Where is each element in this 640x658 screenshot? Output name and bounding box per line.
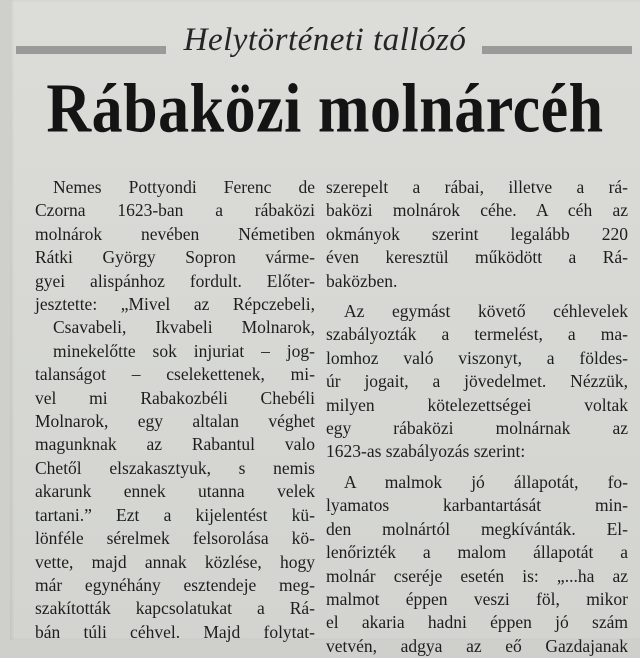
section-header xyxy=(10,12,640,58)
header-rule-right xyxy=(482,46,632,54)
text-line: szabályozták a termelést, a ma- xyxy=(326,324,628,345)
text-line: malmot éppen veszi föl, mikor xyxy=(326,588,628,609)
text-line: den molnártól megkívánták. El- xyxy=(326,518,628,539)
text-line: molnárok nevében Németiben xyxy=(35,223,315,244)
text-line: lomhoz való viszonyt, a földes- xyxy=(326,347,628,368)
text-line: Czorna 1623-ban a rábaközi xyxy=(35,200,315,221)
text-line: minekelőtte sok injuriat – jog- xyxy=(53,340,315,361)
text-line: lyamatos karbantartását min- xyxy=(326,495,628,516)
text-line: már egynéhány esztendeje meg- xyxy=(35,574,315,595)
article-headline: Rábaközi molnárcéh xyxy=(46,71,604,148)
text-line: úr jogait, a jövedelmet. Nézzük, xyxy=(326,371,628,392)
text-line: vel mi Rabakozbéli Chebéli xyxy=(35,387,315,408)
text-line: Rátki György Sopron várme- xyxy=(35,247,315,268)
text-line: éven keresztül működött a Rá- xyxy=(326,247,628,268)
text-line: okmányok szerint legalább 220 xyxy=(326,223,628,244)
text-line: el akaria hadni éppen jó szám xyxy=(326,612,628,633)
text-line: magunknak az Rabantul valo xyxy=(35,434,315,455)
text-line: lenőrizték a malom állapotát a xyxy=(326,542,628,563)
text-line: akarunk ennek utanna velek xyxy=(35,481,315,502)
article-column-left xyxy=(35,176,315,644)
text-line: baközben. xyxy=(326,270,398,291)
newspaper-clipping xyxy=(10,0,640,656)
text-line: molnár cseréje esetén is: „...ha az xyxy=(326,565,628,586)
text-line: tartani.” Ezt a kijelentést kü- xyxy=(35,504,315,525)
text-line: Az egymást követő céhlevelek xyxy=(344,301,628,322)
text-line: Chetől elszakasztyuk, s nemis xyxy=(35,457,315,478)
text-line: gyei alispánhoz fordult. Előter- xyxy=(35,270,315,291)
text-line: jesztette: „Mivel az Répczebeli, xyxy=(35,294,315,315)
text-line: egy rábaközi molnárnak az xyxy=(326,418,628,439)
text-line: bán túli céhvel. Majd folytat- xyxy=(35,621,315,642)
text-line: szakították kapcsolatukat a Rá- xyxy=(35,598,315,619)
text-line: vetvén, adgya az eő Gazdajanak xyxy=(326,635,628,656)
text-line: baközi molnárok céhe. A céh az xyxy=(326,200,628,221)
text-line: lönféle sérelmek felsorolása kö- xyxy=(35,528,315,549)
section-kicker: Helytörténeti tallózó xyxy=(183,22,467,58)
text-line: A malmok jó állapotát, fo- xyxy=(344,471,628,492)
text-line: vette, majd annak közlése, hogy xyxy=(35,551,315,572)
header-rule-left xyxy=(16,46,166,54)
text-line: talanságot – cselekettenek, mi- xyxy=(35,364,315,385)
text-line: milyen kötelezettségei voltak xyxy=(326,394,628,415)
text-line: Molnarok, egy altalan véghet xyxy=(35,411,315,432)
text-line: szerepelt a rábai, illetve a rá- xyxy=(326,177,628,197)
text-line: 1623-as szabályozás szerint: xyxy=(326,441,526,462)
text-line: Csavabeli, Ikvabeli Molnarok, xyxy=(53,317,315,338)
article-column-right xyxy=(326,176,628,658)
text-line: Nemes Pottyondi Ferenc de xyxy=(53,177,315,197)
